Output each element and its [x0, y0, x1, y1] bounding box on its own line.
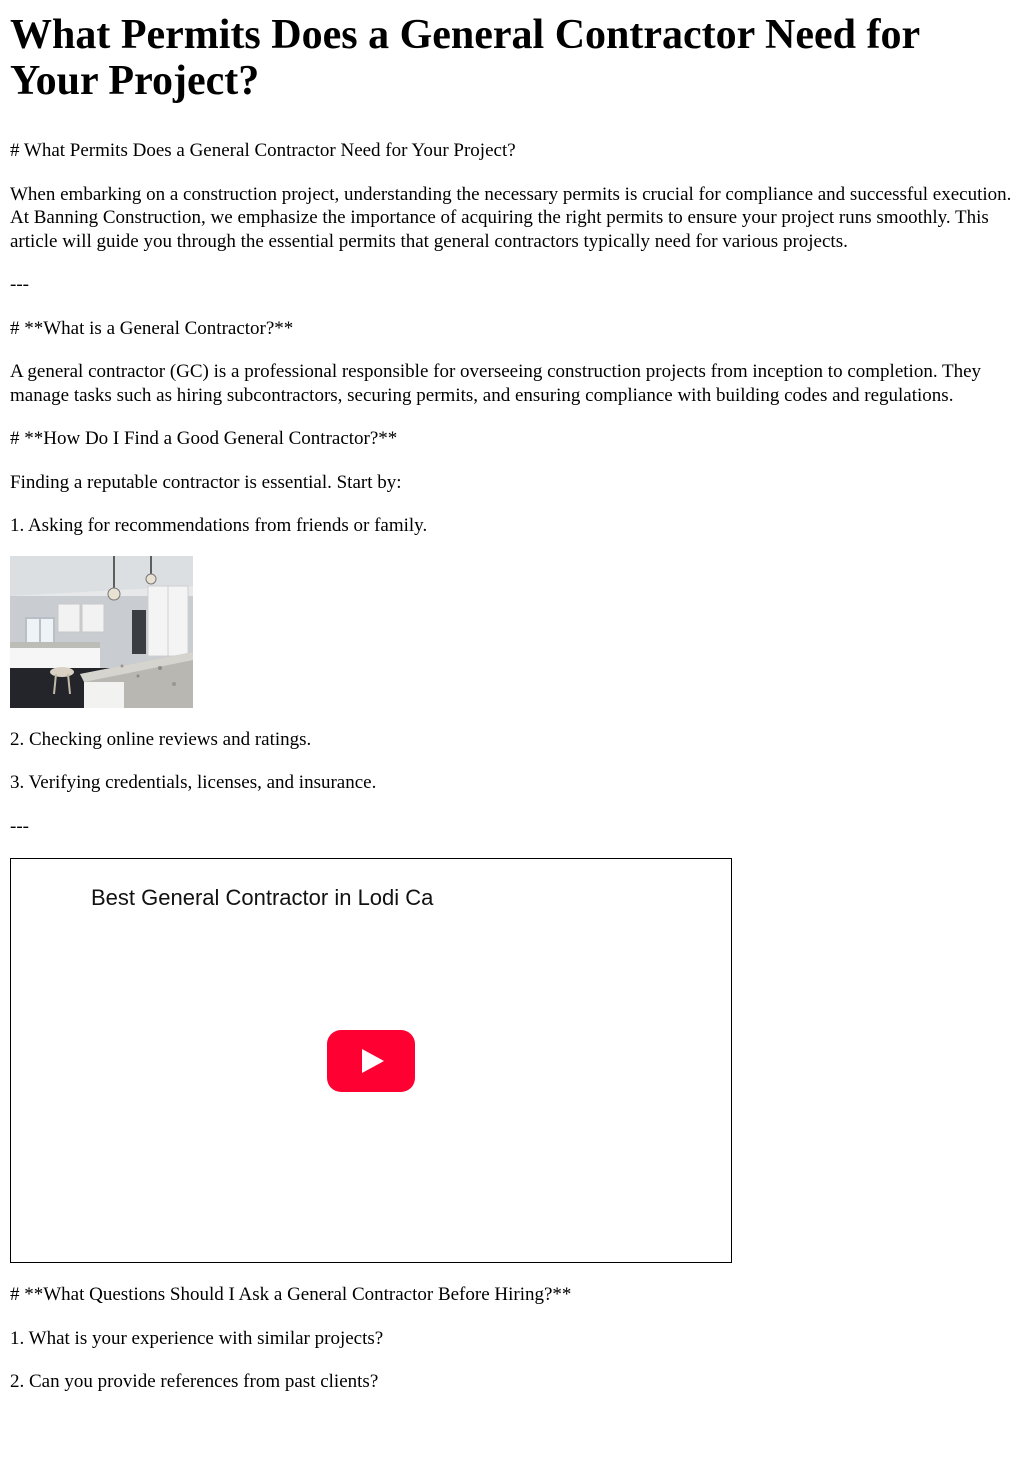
video-embed[interactable]	[10, 858, 732, 1263]
list-item: 3. Verifying credentials, licenses, and insurance.	[10, 772, 377, 793]
video-title[interactable]: Best General Contractor in Lodi Ca	[91, 885, 434, 910]
list-item: 2. Checking online reviews and ratings.	[10, 728, 312, 750]
article	[0, 12, 1024, 1394]
section-heading-questions: # **What Questions Should I Ask a General Contractor Before Hiring?**	[10, 1284, 572, 1305]
markdown-heading: # What Permits Does a General Contractor Need for Your Project?	[10, 140, 516, 161]
separator: ---	[10, 815, 29, 837]
kitchen-photo-graphic	[10, 556, 193, 708]
intro-paragraph: When embarking on a construction project, understanding the necessary permits is crucial for compliance and successful execution. At Banning Construction, we emphasize the importance of acquiring the right permits to ensure your project runs smoothly. This article will guide you through the essential permits that general contractors typically need for various projects.	[10, 183, 1012, 252]
page-title: What Permits Does a General Contractor Need for Your Project?	[10, 12, 920, 104]
kitchen-photo	[10, 556, 193, 708]
list-item: 2. Can you provide references from past clients?	[10, 1371, 379, 1392]
section-body-what-is-gc: A general contractor (GC) is a professional responsible for overseeing construction projects from inception to completion. They manage tasks such as hiring subcontractors, securing permits, and ensuring compliance with building codes and regulations.	[10, 361, 982, 406]
youtube-play-icon[interactable]	[327, 1030, 415, 1092]
list-item: 1. Asking for recommendations from friends or family.	[10, 515, 428, 536]
section-intro-find-gc: Finding a reputable contractor is essential. Start by:	[10, 471, 402, 493]
section-heading-find-gc: # **How Do I Find a Good General Contractor?**	[10, 428, 398, 449]
list-item: 1. What is your experience with similar projects?	[10, 1327, 384, 1349]
section-heading-what-is-gc: # **What is a General Contractor?**	[10, 317, 294, 339]
separator: ---	[10, 274, 29, 295]
